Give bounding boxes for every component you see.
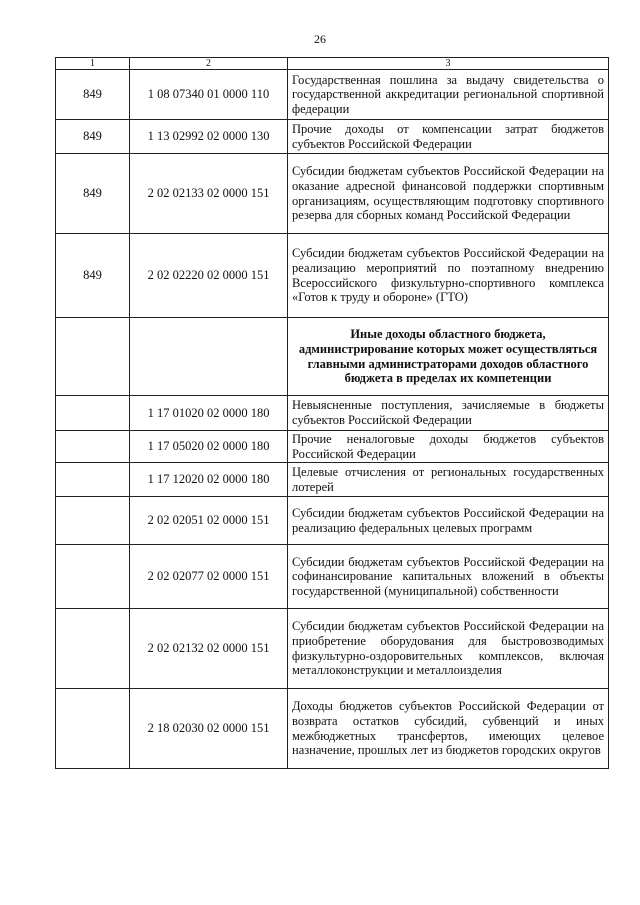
income-description-cell: Государственная пошлина за выдачу свидетельства о государственной аккредитации региональной спортивной федерации <box>288 70 609 120</box>
admin-code-cell <box>56 463 130 497</box>
income-code-cell: 2 02 02133 02 0000 151 <box>130 154 288 234</box>
income-description-cell: Прочие доходы от компенсации затрат бюджетов субъектов Российской Федерации <box>288 120 609 154</box>
table-row <box>56 120 609 154</box>
header-col-1: 1 <box>56 58 130 70</box>
table-row <box>56 545 609 609</box>
table-row <box>56 154 609 234</box>
admin-code-cell <box>56 689 130 769</box>
income-description-cell: Субсидии бюджетам субъектов Российской Федерации на реализацию мероприятий по поэтапному внедрению Всероссийского физкультурно-спортивного комплекса «Готов к труду и обороне» (ГТО) <box>288 234 609 318</box>
income-code-cell: 2 02 02132 02 0000 151 <box>130 609 288 689</box>
table-row <box>56 70 609 120</box>
admin-code-cell <box>56 609 130 689</box>
table-row-section-heading <box>56 318 609 396</box>
income-codes-table <box>55 57 609 769</box>
admin-code-cell: 849 <box>56 154 130 234</box>
income-code-cell: 2 02 02051 02 0000 151 <box>130 497 288 545</box>
page-number: 26 <box>314 32 326 46</box>
admin-code-cell: 849 <box>56 120 130 154</box>
income-code-cell: 1 08 07340 01 0000 110 <box>130 70 288 120</box>
income-description-cell: Субсидии бюджетам субъектов Российской Федерации на оказание адресной финансовой поддержки спортивным организациям, осуществляющим подготовку спортивного резерва для сборных команд Российской Федерации <box>288 154 609 234</box>
income-code-cell: 2 02 02220 02 0000 151 <box>130 234 288 318</box>
income-code-cell: 1 13 02992 02 0000 130 <box>130 120 288 154</box>
table-row <box>56 396 609 431</box>
table-row <box>56 609 609 689</box>
admin-code-cell <box>56 318 130 396</box>
income-code-cell: 1 17 12020 02 0000 180 <box>130 463 288 497</box>
admin-code-cell <box>56 497 130 545</box>
income-description-cell: Доходы бюджетов субъектов Российской Федерации от возврата остатков субсидий, субвенций и иных межбюджетных трансфертов, имеющих целевое назначение, прошлых лет из бюджетов городских округов <box>288 689 609 769</box>
income-description-cell: Субсидии бюджетам субъектов Российской Федерации на реализацию федеральных целевых программ <box>288 497 609 545</box>
income-code-cell: 1 17 05020 02 0000 180 <box>130 431 288 463</box>
income-description-cell: Невыясненные поступления, зачисляемые в бюджеты субъектов Российской Федерации <box>288 396 609 431</box>
income-code-cell: 2 18 02030 02 0000 151 <box>130 689 288 769</box>
admin-code-cell <box>56 431 130 463</box>
header-col-3: 3 <box>288 58 609 70</box>
admin-code-cell <box>56 396 130 431</box>
table-header-row <box>56 58 609 70</box>
table-row <box>56 431 609 463</box>
income-code-cell: 1 17 01020 02 0000 180 <box>130 396 288 431</box>
admin-code-cell: 849 <box>56 234 130 318</box>
table-row <box>56 463 609 497</box>
income-description-cell: Прочие неналоговые доходы бюджетов субъектов Российской Федерации <box>288 431 609 463</box>
table-row <box>56 689 609 769</box>
income-description-cell: Целевые отчисления от региональных государственных лотерей <box>288 463 609 497</box>
income-description-cell: Субсидии бюджетам субъектов Российской Федерации на софинансирование капитальных вложений в объекты государственной (муниципальной) собственности <box>288 545 609 609</box>
table-row <box>56 234 609 318</box>
income-code-cell: 2 02 02077 02 0000 151 <box>130 545 288 609</box>
income-code-cell <box>130 318 288 396</box>
section-heading-cell: Иные доходы областного бюджета, администрирование которых может осуществляться главными администраторами доходов областного бюджета в пределах их компетенции <box>288 318 609 396</box>
admin-code-cell <box>56 545 130 609</box>
admin-code-cell: 849 <box>56 70 130 120</box>
table-row <box>56 497 609 545</box>
header-col-2: 2 <box>130 58 288 70</box>
income-description-cell: Субсидии бюджетам субъектов Российской Федерации на приобретение оборудования для быстровозводимых физкультурно-оздоровительных комплексов, включая металлоконструкции и металлоизделия <box>288 609 609 689</box>
